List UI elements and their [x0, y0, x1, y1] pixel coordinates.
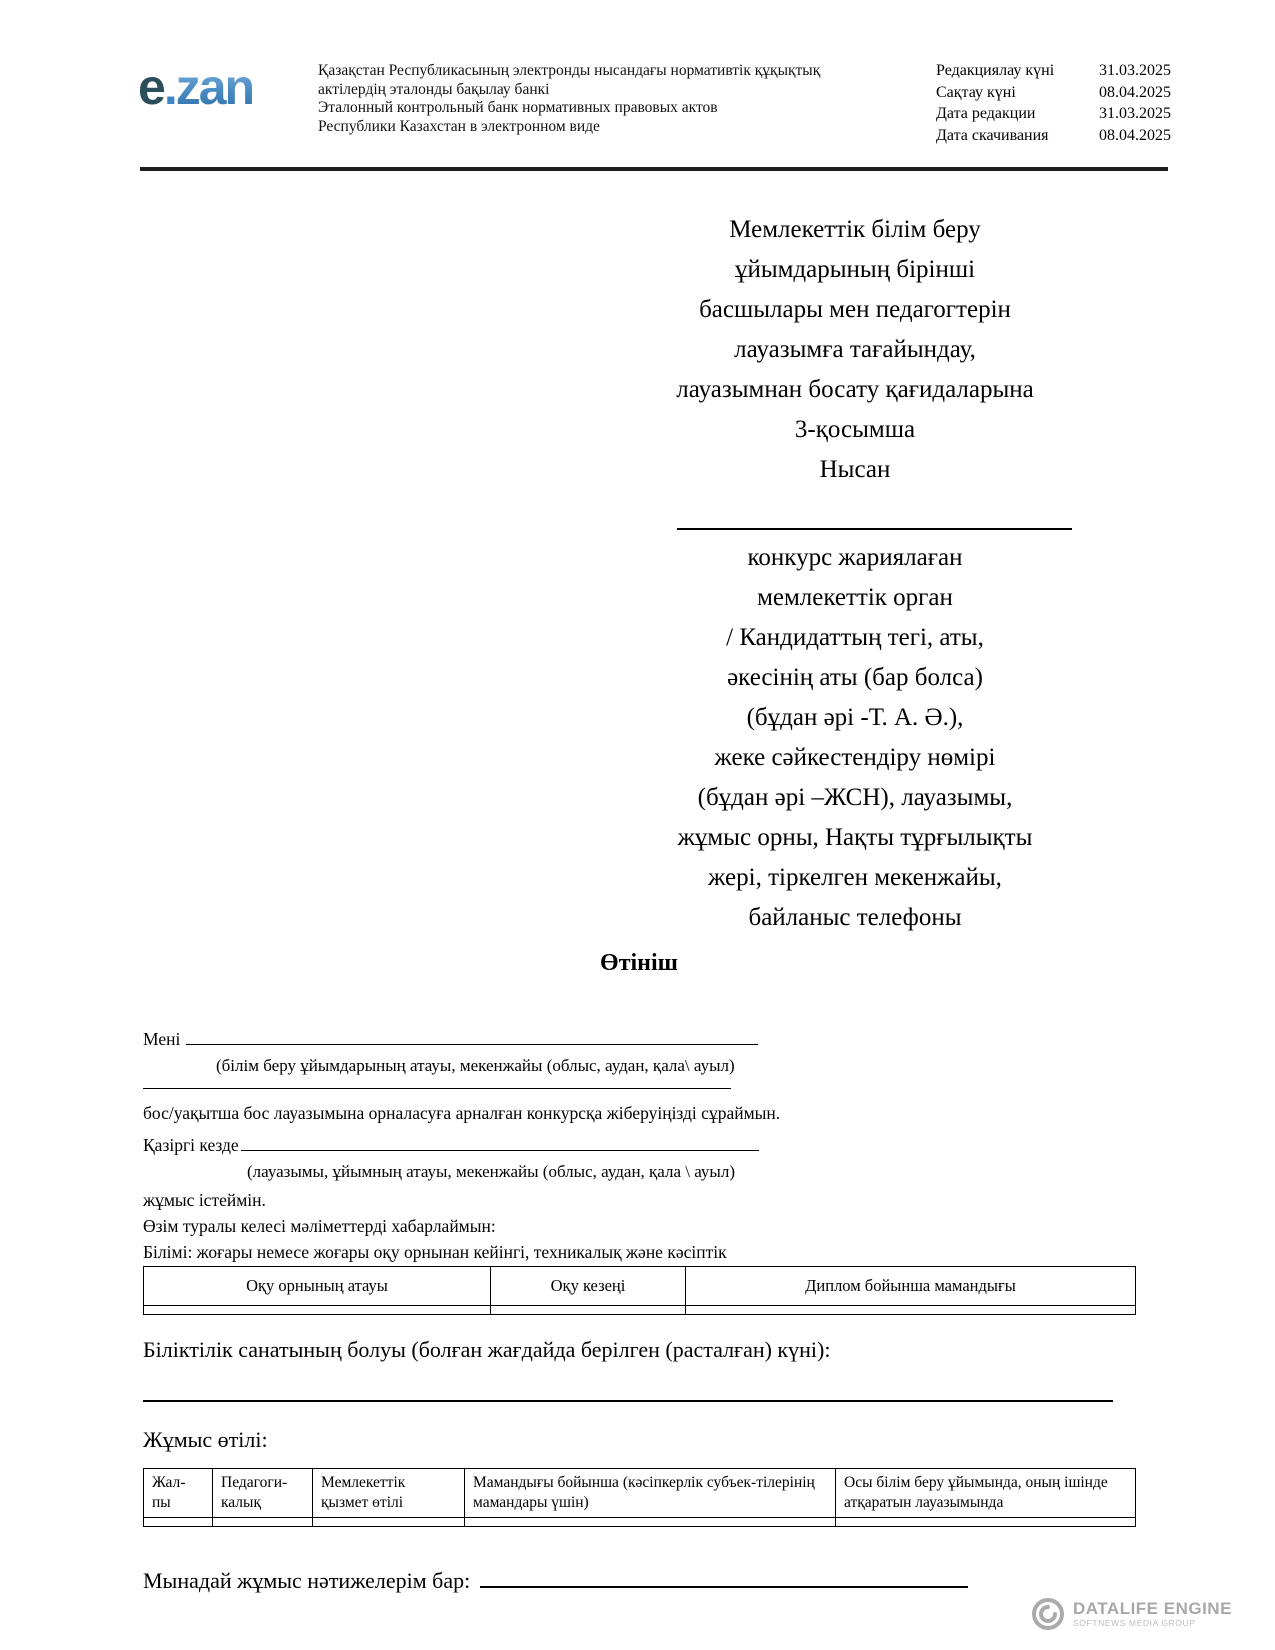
table-cell	[686, 1306, 1136, 1315]
request-line: бос/уақытша бос лауазымына орналасуға арналған конкурсқа жіберуіңізді сұраймын.	[143, 1103, 781, 1123]
date-label: Дата редакции	[936, 105, 1036, 122]
recipient-line: әкесінің аты (бар болса)	[727, 664, 983, 691]
table-cell	[213, 1518, 313, 1527]
recipient-line: (бұдан әрі -Т. А. Ә.),	[746, 704, 964, 731]
table-header-cell: Осы білім беру ұйымында, оның ішінде атқаратын лауазымында	[836, 1469, 1136, 1518]
table-cell	[836, 1518, 1136, 1527]
date-row	[936, 60, 1171, 82]
education-line: Білімі: жоғары немесе жоғары оқу орнынан кейінгі, техникалық және кәсіптік	[143, 1242, 727, 1262]
org-description	[318, 62, 878, 136]
recipient-line: / Кандидаттың тегі, аты,	[726, 624, 984, 651]
recipient-line: жеке сәйкестендіру нөмірі	[714, 744, 996, 771]
table-header-cell: Педагоги-калық	[213, 1469, 313, 1518]
recipient-line: байланыс телефоны	[748, 904, 962, 931]
date-row	[936, 82, 1171, 104]
fill-in-line	[480, 1562, 968, 1588]
org-line: Эталонный контрольный банк нормативных правовых актов	[318, 99, 718, 116]
table-empty-row	[144, 1518, 1136, 1527]
ezan-logo	[138, 59, 254, 115]
current-hint: (лауазымы, ұйымның атауы, мекенжайы (облыс, аудан, қала \ ауыл)	[247, 1162, 735, 1181]
logo-dot: .	[163, 59, 176, 115]
date-value: 08.04.2025	[1099, 126, 1171, 144]
datalife-watermark	[1030, 1596, 1232, 1632]
about-line: Өзім туралы келесі мәліметтерді хабарлаймын:	[143, 1216, 496, 1236]
table-cell	[465, 1518, 836, 1527]
fill-in-line	[241, 1132, 759, 1151]
fill-in-line	[143, 1072, 731, 1089]
current-row	[143, 1132, 759, 1156]
date-row	[936, 103, 1171, 125]
meni-label: Мені	[143, 1029, 181, 1049]
results-label: Мынадай жұмыс нәтижелерім бар:	[143, 1568, 471, 1593]
qualification-line: Біліктілік санатының болуы (болған жағдайда берілген (расталған) күні):	[143, 1337, 831, 1362]
recipient-line: жұмыс орны, Нақты тұрғылықты	[677, 824, 1033, 851]
logo-letter-e: e	[138, 59, 164, 115]
org-line: актілердің эталонды бақылау банкі	[318, 80, 550, 98]
experience-table	[143, 1468, 1136, 1527]
date-value: 08.04.2025	[1099, 83, 1171, 101]
current-label: Қазіргі кезде	[143, 1135, 239, 1155]
table-header-cell: Оқу кезеңі	[491, 1267, 686, 1306]
fill-in-line	[186, 1026, 758, 1045]
experience-label: Жұмыс өтілі:	[143, 1427, 268, 1452]
recipient-line: жері, тіркелген мекенжайы,	[708, 864, 1002, 891]
recipient-line: мемлекеттік орган	[757, 584, 953, 611]
education-table	[143, 1266, 1136, 1315]
table-cell	[313, 1518, 465, 1527]
date-row	[936, 125, 1171, 147]
document-dates	[936, 60, 1171, 146]
table-cell	[491, 1306, 686, 1315]
date-label: Редакциялау күні	[936, 62, 1055, 79]
table-header-row	[144, 1469, 1136, 1518]
org-line: Қазақстан Республикасының электронды нысандағы нормативтік құқықтық	[318, 62, 821, 79]
annex-line: 3-қосымша	[794, 416, 916, 443]
annex-line: Мемлекеттік білім беру	[729, 216, 981, 243]
table-empty-row	[144, 1306, 1136, 1315]
date-label: Дата скачивания	[936, 126, 1049, 144]
table-header-cell: Жал-пы	[144, 1469, 213, 1518]
fill-in-line	[143, 1384, 1113, 1402]
work-line: жұмыс істеймін.	[143, 1190, 266, 1210]
footer-tagline: SOFTNEWS MEDIA GROUP	[1073, 1617, 1196, 1628]
annex-line: Нысан	[819, 456, 891, 483]
meni-hint: (білім беру ұйымдарының атауы, мекенжайы (облыс, аудан, қала\ ауыл)	[216, 1056, 735, 1075]
results-row	[143, 1562, 968, 1595]
footer-brand: DATALIFE ENGINE	[1073, 1599, 1232, 1619]
datalife-engine-icon	[1030, 1596, 1066, 1632]
table-header-cell: Оқу орнының атауы	[144, 1267, 491, 1306]
annex-line: лауазымға тағайындау,	[734, 336, 976, 363]
recipient-line: (бұдан әрі –ЖСН), лауазымы,	[697, 784, 1013, 811]
date-value: 31.03.2025	[1099, 105, 1171, 122]
application-title: Өтініш	[600, 950, 678, 976]
table-header-cell: Диплом бойынша мамандығы	[686, 1267, 1136, 1306]
table-header-cell: Мамандығы бойынша (кәсіпкерлік субъек-тілерінің мамандары үшін)	[465, 1469, 836, 1518]
annex-line: лауазымнан босату қағидаларына	[676, 376, 1034, 403]
fill-in-line	[677, 508, 1072, 530]
table-header-cell: Мемлекеттік қызмет өтілі	[313, 1469, 465, 1518]
date-label: Сақтау күні	[936, 83, 1016, 101]
annex-line: басшылары мен педагогтерін	[699, 296, 1011, 323]
footer-text	[1073, 1600, 1232, 1628]
org-line: Республики Казахстан в электронном виде	[318, 117, 600, 135]
date-value: 31.03.2025	[1099, 62, 1171, 79]
annex-line: ұйымдарының бірінші	[734, 256, 976, 283]
table-cell	[144, 1518, 213, 1527]
logo-zan: zan	[175, 59, 254, 115]
recipient-line: конкурс жариялаған	[747, 544, 963, 571]
recipient-block	[617, 538, 1093, 938]
table-header-row	[144, 1267, 1136, 1306]
annex-reference-block	[617, 210, 1093, 490]
meni-row	[143, 1026, 758, 1050]
header-divider	[140, 167, 1168, 171]
table-cell	[144, 1306, 491, 1315]
